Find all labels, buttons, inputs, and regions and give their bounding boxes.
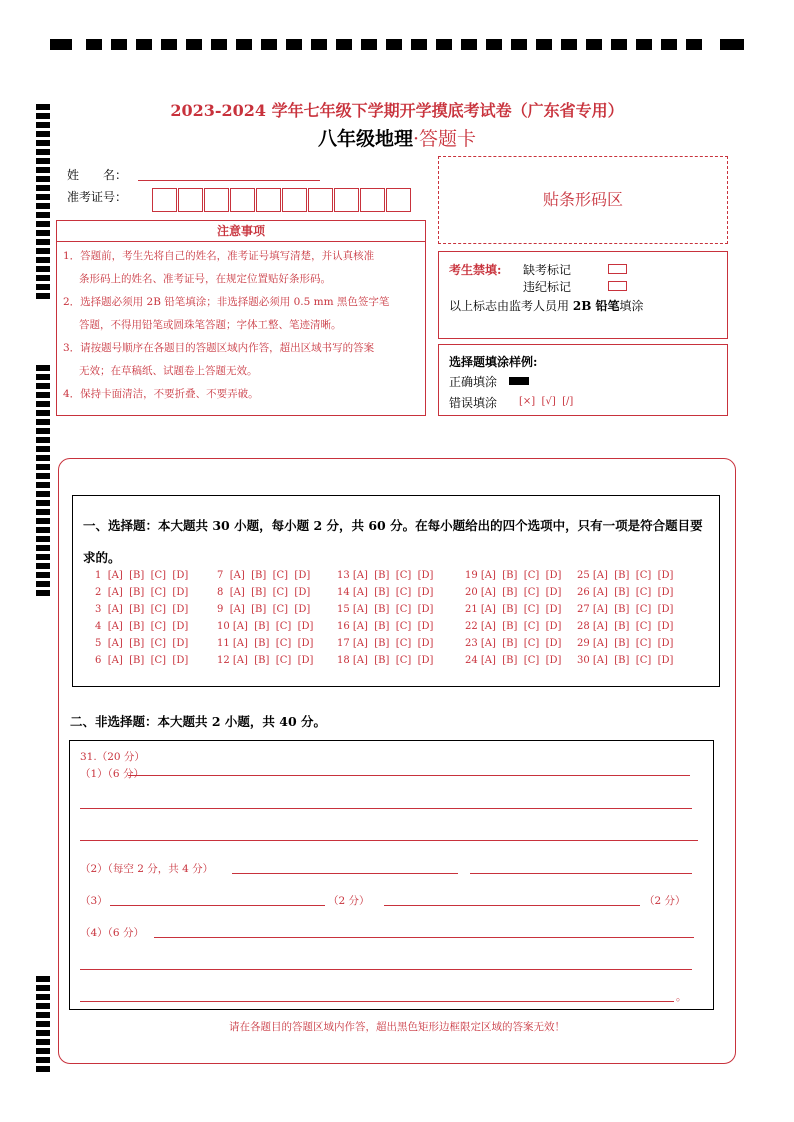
timing-mark — [136, 39, 152, 50]
timing-mark — [36, 563, 50, 569]
answer-line[interactable] — [110, 905, 325, 906]
mc-question-21[interactable]: 21 [A] [B] [C] [D] — [465, 604, 562, 615]
mc-question-5[interactable]: 5 [A] [B] [C] [D] — [95, 638, 189, 649]
mc-question-23[interactable]: 23 [A] [B] [C] [D] — [465, 638, 562, 649]
notice-item: 3．请按题号顺序在各题目的答题区域内作答，超出区域书写的答案 — [63, 342, 375, 354]
timing-mark — [36, 1048, 50, 1054]
timing-mark — [336, 39, 352, 50]
timing-mark — [36, 545, 50, 551]
timing-mark — [286, 39, 302, 50]
mc-question-8[interactable]: 8 [A] [B] [C] [D] — [217, 587, 311, 598]
timing-mark — [361, 39, 377, 50]
multiple-choice-section — [72, 495, 720, 687]
mc-question-4[interactable]: 4 [A] [B] [C] [D] — [95, 621, 189, 632]
notice-item: 1．答题前，考生先将自己的姓名，准考证号填写清楚，并认真核准 — [63, 250, 375, 262]
id-digit-box[interactable] — [334, 188, 359, 212]
id-digit-box[interactable] — [178, 188, 203, 212]
id-digit-box[interactable] — [386, 188, 411, 212]
mc-question-7[interactable]: 7 [A] [B] [C] [D] — [217, 570, 311, 581]
timing-mark — [36, 374, 50, 380]
timing-mark — [211, 39, 227, 50]
notice-heading: 注意事项 — [57, 221, 425, 242]
timing-mark — [36, 527, 50, 533]
timing-mark — [36, 167, 50, 173]
name-label: 姓 名： — [67, 168, 128, 182]
answer-line[interactable] — [80, 840, 698, 841]
timing-mark — [36, 554, 50, 560]
mc-question-27[interactable]: 27 [A] [B] [C] [D] — [577, 604, 674, 615]
timing-mark — [161, 39, 177, 50]
timing-mark — [611, 39, 627, 50]
mc-question-19[interactable]: 19 [A] [B] [C] [D] — [465, 570, 562, 581]
q31-part1-label: （1）（6 分） — [80, 768, 144, 780]
notice-item: 条形码上的姓名、准考证号，在规定位置贴好条形码。 — [79, 273, 331, 285]
answer-line[interactable] — [80, 969, 692, 970]
fill-sample-box — [438, 344, 728, 416]
answer-line[interactable] — [80, 1001, 674, 1002]
timing-mark — [36, 194, 50, 200]
card-type: ·答题卡 — [412, 128, 477, 150]
notice-item: 4．保持卡面清洁，不要折叠、不要弄破。 — [63, 388, 259, 400]
timing-mark — [36, 1057, 50, 1063]
q31-part4-label: （4）（6 分） — [80, 927, 144, 939]
violation-mark-box[interactable] — [608, 281, 627, 291]
mc-question-9[interactable]: 9 [A] [B] [C] [D] — [217, 604, 311, 615]
page-title — [0, 124, 794, 151]
timing-mark — [436, 39, 452, 50]
correct-label: 正确填涂 — [449, 375, 498, 389]
timing-mark — [36, 581, 50, 587]
mc-question-13[interactable]: 13 [A] [B] [C] [D] — [337, 570, 434, 581]
mc-question-14[interactable]: 14 [A] [B] [C] [D] — [337, 587, 434, 598]
timing-mark — [36, 392, 50, 398]
mc-question-29[interactable]: 29 [A] [B] [C] [D] — [577, 638, 674, 649]
timing-mark — [36, 1003, 50, 1009]
timing-mark — [311, 39, 327, 50]
mc-question-28[interactable]: 28 [A] [B] [C] [D] — [577, 621, 674, 632]
timing-mark — [36, 185, 50, 191]
timing-mark — [36, 518, 50, 524]
timing-mark — [36, 266, 50, 272]
timing-mark — [36, 1039, 50, 1045]
timing-mark — [36, 536, 50, 542]
timing-mark — [36, 482, 50, 488]
mc-question-3[interactable]: 3 [A] [B] [C] [D] — [95, 604, 189, 615]
timing-mark — [36, 473, 50, 479]
footer-warning: 请在各题目的答题区域内作答，超出黑色矩形边框限定区域的答案无效！ — [229, 1021, 565, 1033]
timing-mark — [36, 158, 50, 164]
timing-mark — [36, 446, 50, 452]
timing-mark — [36, 1066, 50, 1072]
timing-mark — [36, 572, 50, 578]
timing-mark — [36, 464, 50, 470]
sample-label: 选择题填涂样例: — [449, 355, 538, 369]
timing-mark — [720, 39, 744, 50]
notice-item: 2．选择题必须用 2B 铅笔填涂；非选择题必须用 0.5 mm 黑色签字笔 — [63, 296, 390, 308]
timing-mark — [486, 39, 502, 50]
id-digit-box[interactable] — [152, 188, 177, 212]
mc-question-22[interactable]: 22 [A] [B] [C] [D] — [465, 621, 562, 632]
mc-question-10[interactable]: 10 [A] [B] [C] [D] — [217, 621, 314, 632]
timing-mark — [36, 275, 50, 281]
name-field[interactable] — [138, 180, 320, 181]
notice-item: 无效；在草稿纸、试题卷上答题无效。 — [79, 365, 258, 377]
q31-part3-score-b: （2 分） — [644, 895, 686, 907]
timing-mark — [36, 257, 50, 263]
answer-line[interactable] — [232, 873, 458, 874]
timing-mark — [36, 401, 50, 407]
forbid-note-bold: 2B 铅笔 — [572, 299, 620, 313]
timing-mark — [36, 248, 50, 254]
forbid-note — [449, 297, 644, 314]
q31-label: 31.（20 分） — [80, 751, 145, 763]
timing-mark — [36, 509, 50, 515]
timing-mark — [36, 176, 50, 182]
forbid-note-end: 填涂 — [619, 299, 644, 313]
timing-mark — [511, 39, 527, 50]
timing-mark — [186, 39, 202, 50]
timing-mark — [36, 976, 50, 982]
timing-mark — [36, 994, 50, 1000]
notice-item: 答题，不得用铅笔或圆珠笔答题；字体工整、笔迹清晰。 — [79, 319, 342, 331]
mc-question-15[interactable]: 15 [A] [B] [C] [D] — [337, 604, 434, 615]
wrong-label: 错误填涂 — [449, 396, 498, 410]
absent-label: 缺考标记 — [523, 263, 572, 277]
mc-question-1[interactable]: 1 [A] [B] [C] [D] — [95, 570, 189, 581]
id-label: 准考证号： — [67, 190, 128, 204]
id-digit-box[interactable] — [360, 188, 385, 212]
timing-mark — [411, 39, 427, 50]
timing-mark — [461, 39, 477, 50]
answer-line[interactable] — [384, 905, 640, 906]
q31-part3-score-a: （2 分） — [328, 895, 370, 907]
mc-question-30[interactable]: 30 [A] [B] [C] [D] — [577, 655, 674, 666]
timing-mark — [36, 985, 50, 991]
timing-mark — [36, 284, 50, 290]
timing-mark — [36, 500, 50, 506]
mc-question-17[interactable]: 17 [A] [B] [C] [D] — [337, 638, 434, 649]
id-digit-box[interactable] — [230, 188, 255, 212]
timing-mark — [586, 39, 602, 50]
free-response-section — [69, 740, 714, 1010]
timing-mark — [36, 383, 50, 389]
barcode-label: 贴条形码区 — [542, 190, 623, 209]
timing-mark — [36, 491, 50, 497]
timing-mark — [686, 39, 702, 50]
violation-label: 违纪标记 — [523, 280, 572, 294]
end-mark: 。 — [676, 991, 687, 1003]
absent-mark-box[interactable] — [608, 264, 627, 274]
answer-line[interactable] — [80, 808, 692, 809]
forbid-label: 考生禁填: — [449, 263, 502, 277]
mc-question-11[interactable]: 11 [A] [B] [C] [D] — [217, 638, 314, 649]
answer-line[interactable] — [470, 873, 692, 874]
timing-mark — [36, 230, 50, 236]
timing-mark — [261, 39, 277, 50]
mc-question-26[interactable]: 26 [A] [B] [C] [D] — [577, 587, 674, 598]
timing-mark — [561, 39, 577, 50]
timing-mark — [36, 293, 50, 299]
timing-mark — [36, 221, 50, 227]
section2-title: 二、非选择题：本大题共 2 小题，共 40 分。 — [70, 714, 327, 729]
timing-mark — [536, 39, 552, 50]
answer-line[interactable] — [128, 775, 690, 776]
timing-mark — [36, 419, 50, 425]
timing-mark — [36, 365, 50, 371]
subject-title: 八年级地理 — [317, 128, 413, 150]
wrong-marks: [×] [√] [/] — [519, 396, 574, 407]
mc-question-2[interactable]: 2 [A] [B] [C] [D] — [95, 587, 189, 598]
mc-question-12[interactable]: 12 [A] [B] [C] [D] — [217, 655, 314, 666]
timing-mark — [36, 212, 50, 218]
answer-line[interactable] — [154, 937, 694, 938]
timing-mark — [36, 590, 50, 596]
mc-question-18[interactable]: 18 [A] [B] [C] [D] — [337, 655, 434, 666]
id-digit-box[interactable] — [308, 188, 333, 212]
examiner-only-box — [438, 251, 728, 339]
timing-mark — [36, 428, 50, 434]
mc-question-16[interactable]: 16 [A] [B] [C] [D] — [337, 621, 434, 632]
id-digit-box[interactable] — [256, 188, 281, 212]
timing-mark — [661, 39, 677, 50]
forbid-note-text: 以上标志由监考人员用 — [449, 299, 570, 313]
timing-mark — [36, 239, 50, 245]
timing-mark — [111, 39, 127, 50]
barcode-area — [438, 156, 728, 244]
mc-question-24[interactable]: 24 [A] [B] [C] [D] — [465, 655, 562, 666]
timing-mark — [36, 455, 50, 461]
mc-question-25[interactable]: 25 [A] [B] [C] [D] — [577, 570, 674, 581]
id-digit-box[interactable] — [282, 188, 307, 212]
timing-mark — [36, 437, 50, 443]
timing-mark — [36, 410, 50, 416]
mc-question-6[interactable]: 6 [A] [B] [C] [D] — [95, 655, 189, 666]
timing-mark — [36, 1012, 50, 1018]
timing-mark — [236, 39, 252, 50]
filled-mark-sample — [509, 377, 529, 385]
q31-part2-label: （2）（每空 2 分，共 4 分） — [80, 863, 214, 875]
timing-mark — [86, 39, 102, 50]
notice-box — [56, 220, 426, 416]
timing-mark — [636, 39, 652, 50]
timing-mark — [36, 203, 50, 209]
mc-question-20[interactable]: 20 [A] [B] [C] [D] — [465, 587, 562, 598]
exam-title: 2023-2024 学年七年级下学期开学摸底考试卷（广东省专用） — [170, 101, 624, 120]
exam-id-field[interactable] — [152, 188, 412, 212]
id-digit-box[interactable] — [204, 188, 229, 212]
timing-mark — [50, 39, 72, 50]
q31-part3-label: （3） — [80, 895, 108, 907]
timing-mark — [386, 39, 402, 50]
section1-title: 一、选择题：本大题共 30 小题，每小题 2 分，共 60 分。在每小题给出的四个选项中，只有一项是符合题目要求的。 — [83, 518, 703, 565]
